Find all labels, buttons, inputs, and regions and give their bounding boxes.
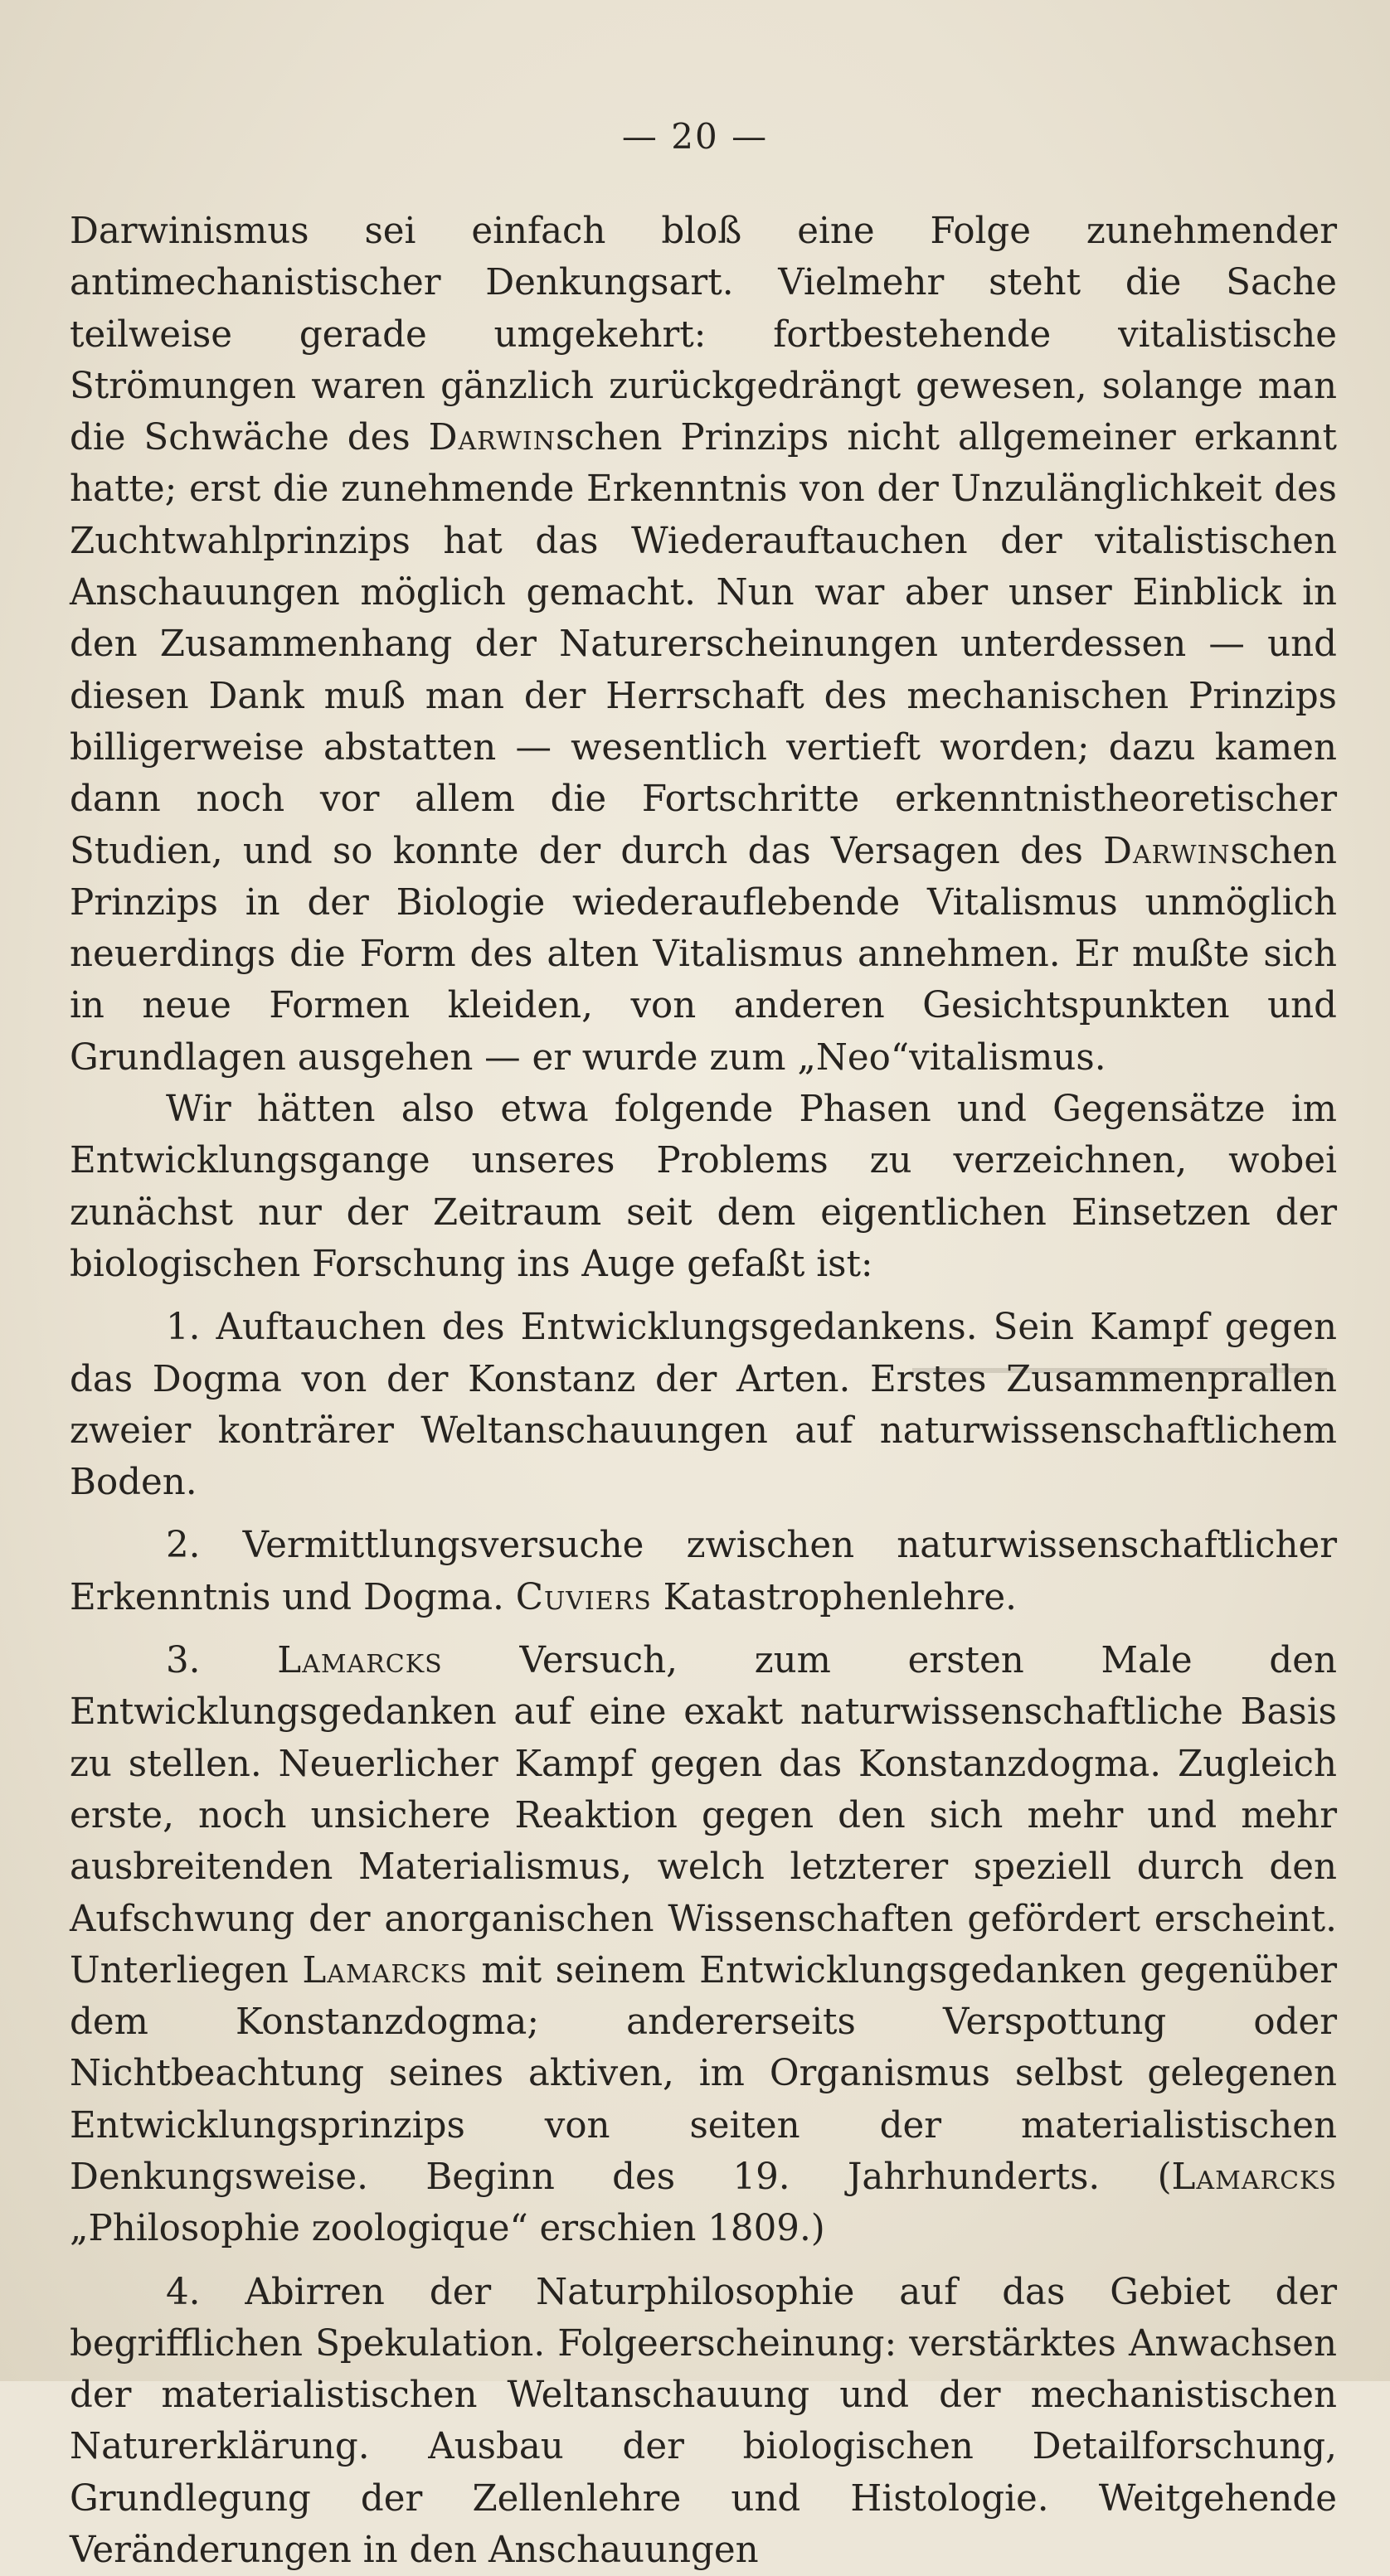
text-segment: Katastrophenlehre.: [651, 1576, 1017, 1618]
text-segment: Darwinismus sei einfach bloß eine Folge zunehmender antimechanistischer Denkungsart. Vielmehr steht die Sache teilweise gerade umgekehrt: fortbestehende vitalistische Strömungen waren gänzlich zurückgedrängt gewesen, solange man die Schwäche des: [70, 211, 1337, 459]
author-name-lamarck: Lamarcks: [277, 1640, 443, 1682]
author-name-lamarck: Lamarcks: [1171, 2156, 1337, 2198]
text-segment: 4. Abirren der Naturphilosophie auf das Gebiet der begrifflichen Spekulation. Folgeerscheinung: verstärktes Anwachsen der materialistischen Weltanschauung und der mechanistischen Naturerklärung. Ausbau der biologischen Detailforschung, Grundlegung der Zellenlehre und Histologie. Weitgehende Veränderungen in den Anschauungen: [70, 2271, 1337, 2572]
text-segment: „Philosophie zoologique“ erschien 1809.): [70, 2208, 825, 2250]
list-item-4: [70, 2267, 1337, 2576]
show-through-ink-decoration: [912, 1360, 1327, 1385]
list-item-2: [70, 1520, 1337, 1623]
text-segment: mit seinem Entwicklungsgedanken gegenüber dem Konstanzdogma; andererseits Verspottung oder Nichtbeachtung seines aktiven, im Organismus selbst gelegenen Entwicklungsprinzips von seiten der materialistischen Denkungsweise. Beginn des 19. Jahrhunderts. (: [70, 1949, 1337, 2198]
body-text: [70, 206, 1337, 2576]
text-segment: Versuch, zum ersten Male den Entwicklungsgedanken auf eine exakt naturwissenschaftliche Basis zu stellen. Neuerlicher Kampf gegen das Konstanzdogma. Zugleich erste, noch unsichere Reaktion gegen den sich mehr und mehr ausbreitenden Materialismus, welch letzterer speziell durch den Aufschwung der anorganischen Wissenschaften gefördert erscheint. Unterliegen: [70, 1640, 1337, 1991]
text-segment: schen Prinzips in der Biologie wiederauflebende Vitalismus unmöglich neuerdings die Form des alten Vitalismus annehmen. Er mußte sich in neue Formen kleiden, von anderen Gesichtspunkten und Grundlagen ausgehen — er wurde zum „Neo“vitalismus.: [70, 830, 1337, 1079]
text-segment: 2. Vermittlungsversuche zwischen naturwissenschaftlicher Erkenntnis und Dogma.: [70, 1525, 1337, 1618]
text-segment: 3.: [166, 1640, 278, 1682]
ghost-line: [912, 1368, 1327, 1373]
author-name-darwin: Darwin: [1103, 830, 1231, 872]
paragraph-phasen: [70, 1084, 1337, 1290]
paragraph-darwinismus: [70, 206, 1337, 1084]
list-item-3: [70, 1635, 1337, 2255]
author-name-lamarck: Lamarcks: [302, 1949, 468, 1991]
page-number: — 20 —: [621, 116, 769, 157]
text-segment: 1. Auftauchen des Entwicklungsgedankens. Sein Kampf gegen das Dogma von der Konstanz der Arten. Erstes Zusammenprallen zweier konträrer Weltanschauungen auf naturwissenschaftlichem Boden.: [70, 1307, 1337, 1504]
list-item-1: [70, 1302, 1337, 1508]
text-segment: schen Prinzips nicht allgemeiner erkannt hatte; erst die zunehmende Erkenntnis von der Unzulänglichkeit des Zuchtwahlprinzips hat das Wiederauftauchen der vitalistischen Anschauungen möglich gemacht. Nun war aber unser Einblick in den Zusammenhang der Naturerscheinungen unterdessen — und diesen Dank muß man der Herrschaft des mechanischen Prinzips billigerweise abstatten — wesentlich vertieft worden; dazu kamen dann noch vor allem die Fortschritte erkenntnistheoretischer Studien, und so konnte der durch das Versagen des: [70, 417, 1337, 872]
author-name-darwin: Darwin: [428, 417, 556, 459]
author-name-cuvier: Cuviers: [515, 1576, 652, 1618]
text-segment: Wir hätten also etwa folgende Phasen und Gegensätze im Entwicklungsgange unseres Problems zu verzeichnen, wobei zunächst nur der Zeitraum seit dem eigentlichen Einsetzen der biologischen Forschung ins Auge gefaßt ist:: [70, 1089, 1337, 1285]
